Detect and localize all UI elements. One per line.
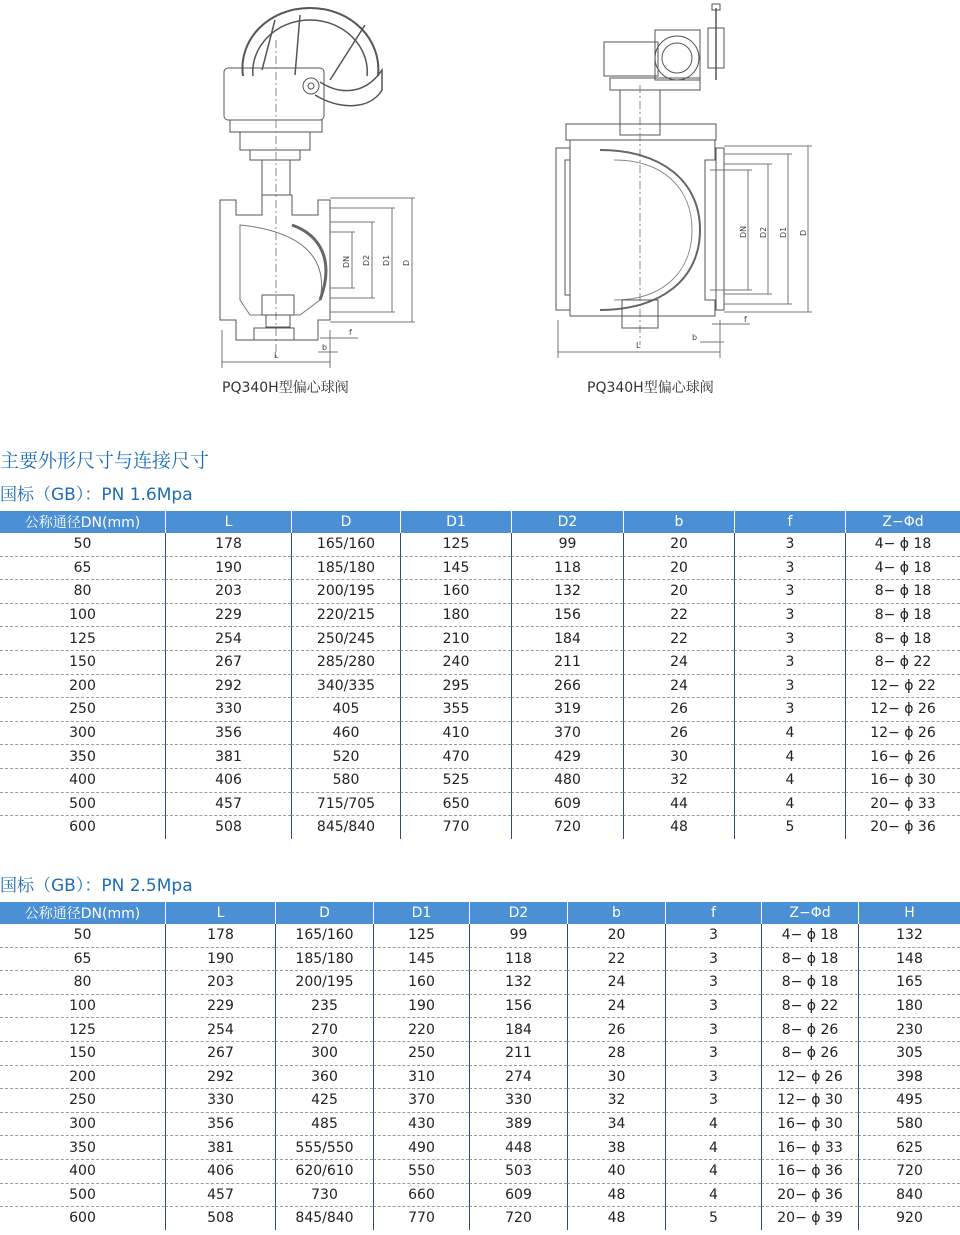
table-row — [0, 557, 960, 581]
table-row — [0, 1066, 960, 1090]
table-cell: 200/195 — [291, 580, 400, 604]
table-cell: 16− ϕ 30 — [845, 769, 960, 793]
table-cell: 500 — [0, 793, 165, 817]
column-header: L — [165, 511, 291, 533]
table-cell: 4 — [665, 1184, 761, 1208]
table-cell: 555/550 — [275, 1136, 373, 1160]
table-cell: 525 — [400, 769, 511, 793]
table-cell: 580 — [858, 1113, 960, 1137]
right-valve-drawing — [556, 4, 812, 358]
column-header: D1 — [373, 902, 469, 924]
table-cell: 50 — [0, 533, 165, 557]
table-cell: 425 — [275, 1089, 373, 1113]
svg-text:D1: D1 — [779, 226, 788, 238]
table-cell: 99 — [469, 924, 567, 948]
table-cell: 20 — [567, 924, 665, 948]
svg-text:DN: DN — [739, 225, 748, 238]
svg-text:b: b — [692, 333, 698, 342]
table-cell: 118 — [511, 557, 623, 581]
table-cell: 220 — [373, 1018, 469, 1042]
table-cell: 609 — [511, 793, 623, 817]
table-cell: 3 — [734, 604, 845, 628]
table-cell: 32 — [567, 1089, 665, 1113]
table-row — [0, 627, 960, 651]
table-cell: 165/160 — [291, 533, 400, 557]
table-cell: 254 — [165, 627, 291, 651]
table-cell: 200/195 — [275, 971, 373, 995]
column-header: D2 — [469, 902, 567, 924]
svg-text:b: b — [322, 343, 328, 352]
right-drawing-caption: PQ340H型偏心球阀 — [587, 380, 714, 396]
column-header: D — [275, 902, 373, 924]
table-cell: 350 — [0, 1136, 165, 1160]
table-cell: 211 — [469, 1042, 567, 1066]
table-cell: 360 — [275, 1066, 373, 1090]
table-cell: 44 — [623, 793, 734, 817]
svg-text:D: D — [402, 259, 411, 266]
table-cell: 30 — [623, 745, 734, 769]
table-cell: 295 — [400, 675, 511, 699]
table-cell: 250 — [0, 1089, 165, 1113]
table-cell: 4 — [734, 722, 845, 746]
table-cell: 600 — [69, 1210, 96, 1227]
table-cell: 16− ϕ 33 — [761, 1136, 858, 1160]
table-cell: 20− ϕ 36 — [761, 1184, 858, 1208]
table-cell: 8− ϕ 18 — [845, 604, 960, 628]
table-cell: 4 — [665, 1136, 761, 1160]
table-cell: 34 — [567, 1113, 665, 1137]
table-cell: 145 — [373, 948, 469, 972]
table-cell: 381 — [165, 1136, 275, 1160]
section-title: 主要外形尺寸与连接尺寸 — [0, 450, 210, 472]
table-cell: 200 — [0, 675, 165, 699]
table-cell: 300 — [0, 722, 165, 746]
table-cell: 508 — [165, 1207, 275, 1230]
column-header: f — [734, 511, 845, 533]
table-cell: 156 — [511, 604, 623, 628]
table-cell: 389 — [469, 1113, 567, 1137]
column-header: D2 — [511, 511, 623, 533]
column-header: 公称通径DN(mm) — [0, 511, 165, 533]
table-cell: 3 — [734, 557, 845, 581]
table-cell: 100 — [0, 995, 165, 1019]
table-cell: 3 — [665, 948, 761, 972]
table-cell: 292 — [165, 675, 291, 699]
table-cell: 550 — [373, 1160, 469, 1184]
table-cell: 3 — [734, 533, 845, 557]
table-cell: 356 — [165, 1113, 275, 1137]
table-cell: 770 — [400, 816, 511, 839]
table-cell: 370 — [511, 722, 623, 746]
table-cell: 4 — [665, 1160, 761, 1184]
table-cell: 132 — [469, 971, 567, 995]
table-cell: 220/215 — [291, 604, 400, 628]
table-cell: 16− ϕ 30 — [761, 1113, 858, 1137]
table-cell: 292 — [165, 1066, 275, 1090]
column-header: b — [623, 511, 734, 533]
column-header: f — [665, 902, 761, 924]
table-row — [0, 1136, 960, 1160]
table-cell: 406 — [165, 1160, 275, 1184]
table-cell: 229 — [165, 995, 275, 1019]
table-cell: 480 — [511, 769, 623, 793]
table-cell: 48 — [623, 816, 734, 839]
svg-text:D2: D2 — [759, 226, 768, 238]
table-cell: 50 — [0, 924, 165, 948]
table-cell: 3 — [665, 971, 761, 995]
table-cell: 20 — [623, 533, 734, 557]
table-cell: 65 — [0, 948, 165, 972]
table-cell: 4 — [734, 745, 845, 769]
table-cell: 457 — [165, 1184, 275, 1208]
table-cell: 8− ϕ 26 — [761, 1042, 858, 1066]
table-row — [0, 698, 960, 722]
table-cell: 160 — [373, 971, 469, 995]
table-cell: 490 — [373, 1136, 469, 1160]
table-cell: 30 — [567, 1066, 665, 1090]
table-cell: 448 — [469, 1136, 567, 1160]
table-row — [0, 924, 960, 948]
table-row — [0, 722, 960, 746]
table-cell: 4 — [734, 769, 845, 793]
table-cell: 125 — [400, 533, 511, 557]
table-cell: 22 — [623, 627, 734, 651]
table-cell: 370 — [373, 1089, 469, 1113]
pn16-spec-table — [0, 511, 960, 839]
table1-title: 国标（GB）：PN 1.6Mpa — [0, 485, 193, 505]
table-cell: 330 — [165, 698, 291, 722]
table-cell: 485 — [275, 1113, 373, 1137]
table-cell: 190 — [165, 948, 275, 972]
table-cell: 4 — [665, 1113, 761, 1137]
table-cell: 920 — [858, 1207, 960, 1230]
table-cell: 80 — [0, 971, 165, 995]
svg-text:D2: D2 — [362, 254, 371, 266]
table-cell: 40 — [567, 1160, 665, 1184]
table-cell: 48 — [567, 1184, 665, 1208]
table-cell: 150 — [0, 1042, 165, 1066]
table-row — [0, 948, 960, 972]
table-cell: 770 — [373, 1207, 469, 1230]
table-cell: 410 — [400, 722, 511, 746]
table-cell: 3 — [665, 1066, 761, 1090]
table-cell: 230 — [858, 1018, 960, 1042]
table-cell: 3 — [734, 627, 845, 651]
column-header: Z−Φd — [845, 511, 960, 533]
table-cell: 4− ϕ 18 — [845, 533, 960, 557]
table-cell: 48 — [567, 1207, 665, 1230]
table-cell: 625 — [858, 1136, 960, 1160]
table-cell: 3 — [734, 580, 845, 604]
table-cell: 350 — [0, 745, 165, 769]
table-cell: 845/840 — [291, 816, 400, 839]
table-row — [0, 1184, 960, 1208]
svg-text:D: D — [799, 229, 808, 236]
table-cell: 3 — [665, 924, 761, 948]
table-cell: 720 — [511, 816, 623, 839]
table-cell: 178 — [165, 533, 291, 557]
table-cell: 400 — [0, 1160, 165, 1184]
table-cell: 319 — [511, 698, 623, 722]
table-row — [0, 816, 960, 839]
table-row — [0, 533, 960, 557]
table-cell: 340/335 — [291, 675, 400, 699]
table-cell: 156 — [469, 995, 567, 1019]
table-cell: 8− ϕ 18 — [761, 971, 858, 995]
table-cell: 16− ϕ 26 — [845, 745, 960, 769]
table-cell: 503 — [469, 1160, 567, 1184]
table-cell: 580 — [291, 769, 400, 793]
table-cell: 100 — [0, 604, 165, 628]
svg-text:L: L — [636, 341, 641, 350]
table-cell: 600 — [69, 819, 96, 836]
table-cell: 3 — [665, 995, 761, 1019]
table-cell: 300 — [275, 1042, 373, 1066]
table-row — [0, 745, 960, 769]
table-cell: 24 — [567, 971, 665, 995]
table-cell: 185/180 — [291, 557, 400, 581]
table-cell: 180 — [858, 995, 960, 1019]
table-cell: 8− ϕ 18 — [845, 580, 960, 604]
table-cell: 8− ϕ 26 — [761, 1018, 858, 1042]
table-cell: 400 — [0, 769, 165, 793]
table2-title: 国标（GB）：PN 2.5Mpa — [0, 876, 193, 896]
table-cell: 190 — [165, 557, 291, 581]
table-cell: 20− ϕ 39 — [761, 1207, 858, 1230]
table-cell: 3 — [665, 1089, 761, 1113]
table-cell: 125 — [0, 627, 165, 651]
table-cell: 203 — [165, 580, 291, 604]
table-cell: 118 — [469, 948, 567, 972]
table-cell: 3 — [734, 651, 845, 675]
svg-text:DN: DN — [342, 255, 351, 268]
table-cell: 26 — [623, 698, 734, 722]
table-row — [0, 580, 960, 604]
table-cell: 8− ϕ 18 — [761, 948, 858, 972]
table-cell: 3 — [734, 675, 845, 699]
table-cell: 609 — [469, 1184, 567, 1208]
table-cell: 32 — [623, 769, 734, 793]
table-cell: 165 — [858, 971, 960, 995]
table-cell: 20 — [623, 557, 734, 581]
column-header: H — [858, 902, 960, 924]
table-cell: 300 — [0, 1113, 165, 1137]
table-cell: 160 — [400, 580, 511, 604]
table-cell: 660 — [373, 1184, 469, 1208]
table-cell: 210 — [400, 627, 511, 651]
table-cell: 24 — [623, 675, 734, 699]
table-cell: 190 — [373, 995, 469, 1019]
table-cell: 4 — [734, 793, 845, 817]
table-cell: 267 — [165, 1042, 275, 1066]
left-valve-drawing — [220, 8, 415, 368]
table-cell: 250 — [0, 698, 165, 722]
column-header: b — [567, 902, 665, 924]
table-cell: 305 — [858, 1042, 960, 1066]
table-row — [0, 675, 960, 699]
table-cell: 310 — [373, 1066, 469, 1090]
table-cell: 80 — [0, 580, 165, 604]
table-row — [0, 604, 960, 628]
table-cell: 22 — [567, 948, 665, 972]
table-cell: 720 — [469, 1207, 567, 1230]
column-header: 公称通径DN(mm) — [0, 902, 165, 924]
table-cell: 457 — [165, 793, 291, 817]
table-cell: 184 — [511, 627, 623, 651]
table-cell: 145 — [400, 557, 511, 581]
table-cell: 20− ϕ 36 — [845, 816, 960, 839]
table-cell: 12− ϕ 26 — [761, 1066, 858, 1090]
table-cell: 184 — [469, 1018, 567, 1042]
left-drawing-caption: PQ340H型偏心球阀 — [222, 380, 349, 396]
table-cell: 381 — [165, 745, 291, 769]
column-header: D1 — [400, 511, 511, 533]
table-cell: 26 — [567, 1018, 665, 1042]
table-row — [0, 1160, 960, 1184]
table-cell: 12− ϕ 26 — [845, 722, 960, 746]
table-cell: 398 — [858, 1066, 960, 1090]
table-cell: 356 — [165, 722, 291, 746]
table-cell: 12− ϕ 22 — [845, 675, 960, 699]
table-cell: 3 — [665, 1018, 761, 1042]
table-cell: 12− ϕ 30 — [761, 1089, 858, 1113]
table-cell: 99 — [511, 533, 623, 557]
column-header: Z−Φd — [761, 902, 858, 924]
table-cell: 270 — [275, 1018, 373, 1042]
table-cell: 125 — [0, 1018, 165, 1042]
table-cell: 165/160 — [275, 924, 373, 948]
table-cell: 355 — [400, 698, 511, 722]
table-cell: 650 — [400, 793, 511, 817]
table-row — [0, 995, 960, 1019]
table-cell: 470 — [400, 745, 511, 769]
table-row — [0, 793, 960, 817]
table-cell: 4− ϕ 18 — [845, 557, 960, 581]
table-cell: 430 — [373, 1113, 469, 1137]
table-row — [0, 769, 960, 793]
table-cell: 150 — [0, 651, 165, 675]
table-cell: 254 — [165, 1018, 275, 1042]
table-cell: 3 — [734, 698, 845, 722]
table-row — [0, 1113, 960, 1137]
table-cell: 148 — [858, 948, 960, 972]
table-cell: 240 — [400, 651, 511, 675]
table-cell: 38 — [567, 1136, 665, 1160]
table-cell: 235 — [275, 995, 373, 1019]
column-header: D — [291, 511, 400, 533]
table-cell: 200 — [0, 1066, 165, 1090]
table-cell: 620/610 — [275, 1160, 373, 1184]
table-cell: 22 — [623, 604, 734, 628]
table-row — [0, 1018, 960, 1042]
table-cell: 730 — [275, 1184, 373, 1208]
table-cell: 132 — [511, 580, 623, 604]
table-cell: 500 — [0, 1184, 165, 1208]
table-cell: 274 — [469, 1066, 567, 1090]
table-cell: 26 — [623, 722, 734, 746]
table-cell: 4− ϕ 18 — [761, 924, 858, 948]
table-cell: 405 — [291, 698, 400, 722]
table-row — [0, 971, 960, 995]
column-header: L — [165, 902, 275, 924]
table-cell: 406 — [165, 769, 291, 793]
table-cell: 5 — [734, 816, 845, 839]
table-cell: 203 — [165, 971, 275, 995]
table-cell: 250/245 — [291, 627, 400, 651]
table-cell: 65 — [0, 557, 165, 581]
table-cell: 211 — [511, 651, 623, 675]
table-cell: 267 — [165, 651, 291, 675]
table-cell: 330 — [165, 1089, 275, 1113]
svg-text:D1: D1 — [382, 254, 391, 266]
table-cell: 840 — [858, 1184, 960, 1208]
table-cell: 250 — [373, 1042, 469, 1066]
table-cell: 845/840 — [275, 1207, 373, 1230]
table-cell: 28 — [567, 1042, 665, 1066]
table-cell: 8− ϕ 22 — [761, 995, 858, 1019]
table-cell: 24 — [623, 651, 734, 675]
table-cell: 20− ϕ 33 — [845, 793, 960, 817]
table-cell: 495 — [858, 1089, 960, 1113]
table-cell: 185/180 — [275, 948, 373, 972]
table-cell: 508 — [165, 816, 291, 839]
valve-drawings — [0, 0, 960, 400]
table-cell: 16− ϕ 36 — [761, 1160, 858, 1184]
svg-text:f: f — [744, 315, 747, 324]
table-cell: 266 — [511, 675, 623, 699]
table-cell: 125 — [373, 924, 469, 948]
table-cell: 8− ϕ 18 — [845, 627, 960, 651]
svg-text:L: L — [274, 351, 279, 360]
table-cell: 5 — [665, 1207, 761, 1230]
table-cell: 12− ϕ 26 — [845, 698, 960, 722]
table-cell: 24 — [567, 995, 665, 1019]
table-cell: 520 — [291, 745, 400, 769]
table-cell: 720 — [858, 1160, 960, 1184]
pn25-spec-table — [0, 902, 960, 1230]
table-cell: 285/280 — [291, 651, 400, 675]
table-cell: 330 — [469, 1089, 567, 1113]
table-row — [0, 1042, 960, 1066]
table-row — [0, 1089, 960, 1113]
table-cell: 180 — [400, 604, 511, 628]
table-row — [0, 1207, 960, 1230]
svg-text:f: f — [349, 328, 352, 337]
table-cell: 178 — [165, 924, 275, 948]
left-dimension-labels — [274, 255, 411, 360]
table-cell: 229 — [165, 604, 291, 628]
table-cell: 429 — [511, 745, 623, 769]
table-cell: 132 — [858, 924, 960, 948]
table-row — [0, 651, 960, 675]
table-cell: 715/705 — [291, 793, 400, 817]
table-cell: 460 — [291, 722, 400, 746]
table-cell: 8− ϕ 22 — [845, 651, 960, 675]
table-cell: 20 — [623, 580, 734, 604]
table-cell: 3 — [665, 1042, 761, 1066]
